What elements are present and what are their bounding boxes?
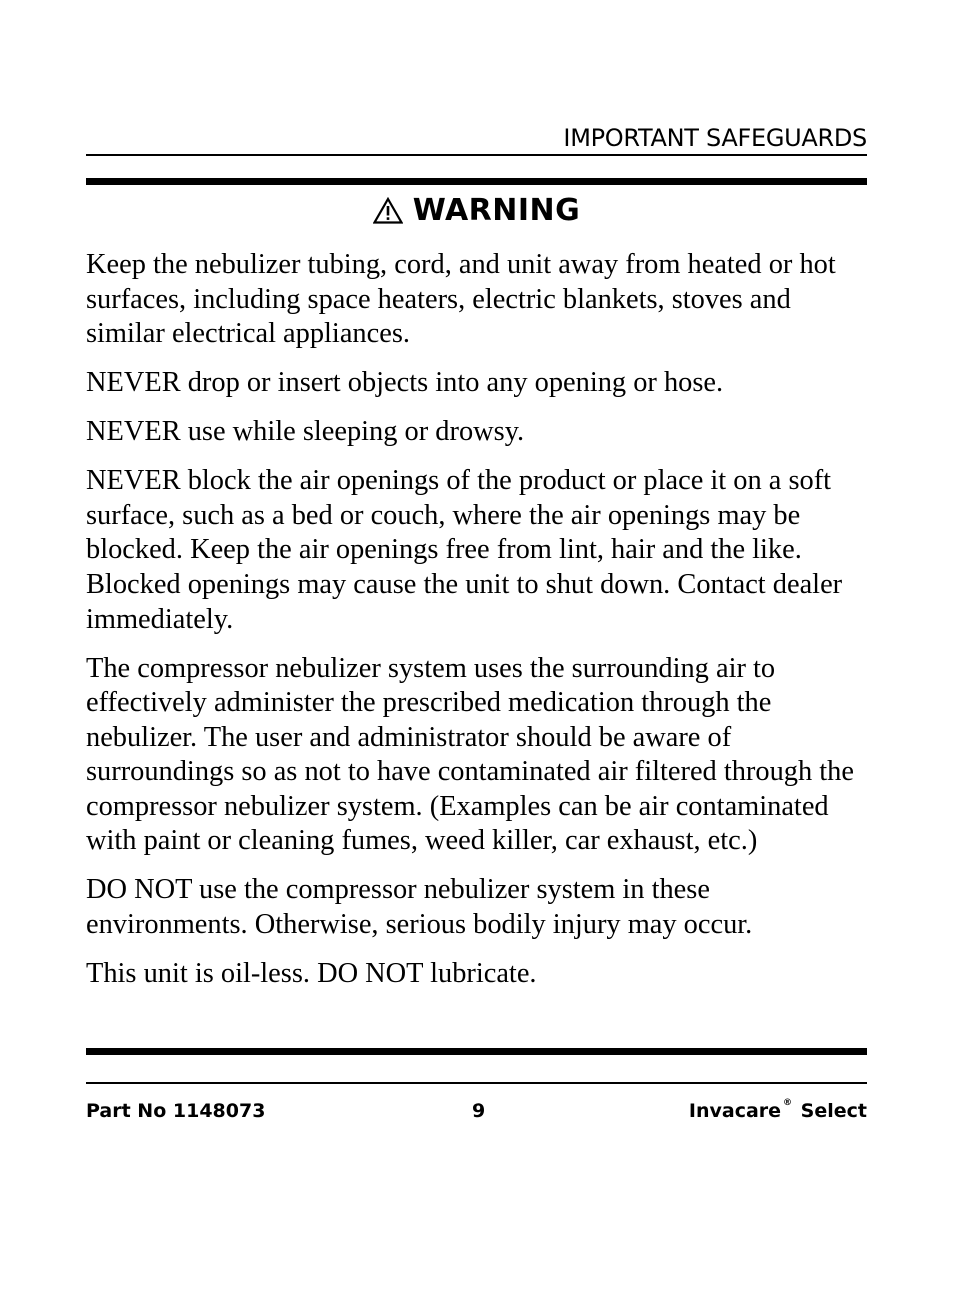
warning-top-rule — [86, 178, 867, 185]
product-name — [689, 1100, 867, 1122]
part-number: Part No 1148073 — [86, 1100, 266, 1122]
warning-paragraph: This unit is oil-less. DO NOT lubricate. — [86, 958, 537, 990]
header-rule — [86, 154, 867, 156]
page-number: 9 — [472, 1100, 486, 1122]
warning-title: WARNING — [412, 193, 581, 228]
registered-mark: ® — [783, 1098, 793, 1108]
manual-page — [86, 0, 867, 1301]
warning-bottom-rule — [86, 1048, 867, 1055]
footer-rule — [86, 1082, 867, 1084]
product-model: Select — [800, 1100, 867, 1122]
warning-paragraph: The compressor nebulizer system uses the surrounding air to effectively administer the prescribed medication through the nebulizer. The user and administrator should be aware of surroundings so as not to have contaminated air filtered through the compressor nebulizer system. (Examples can be air contaminated with paint or cleaning fumes, weed killer, car exhaust, etc.) — [86, 652, 854, 857]
section-title: IMPORTANT SAFEGUARDS — [563, 124, 867, 152]
warning-paragraph: Keep the nebulizer tubing, cord, and unit away from heated or hot surfaces, including space heaters, electric blankets, stoves and similar electrical appliances. — [86, 249, 836, 350]
warning-paragraph: NEVER block the air openings of the product or place it on a soft surface, such as a bed or couch, where the air openings may be blocked. Keep the air openings free from lint, hair and the like. Blocked openings may cause the unit to shut down. Contact dealer immediately. — [86, 465, 843, 635]
warning-heading — [86, 193, 867, 228]
brand-name: Invacare — [688, 1100, 782, 1122]
page-footer — [86, 1100, 867, 1128]
warning-body — [86, 248, 867, 1006]
warning-paragraph: DO NOT use the compressor nebulizer system in these environments. Otherwise, serious bodily injury may occur. — [86, 874, 753, 941]
warning-paragraph: NEVER use while sleeping or drowsy. — [86, 416, 525, 448]
warning-triangle-icon — [373, 197, 403, 224]
warning-paragraph: NEVER drop or insert objects into any opening or hose. — [86, 367, 724, 399]
